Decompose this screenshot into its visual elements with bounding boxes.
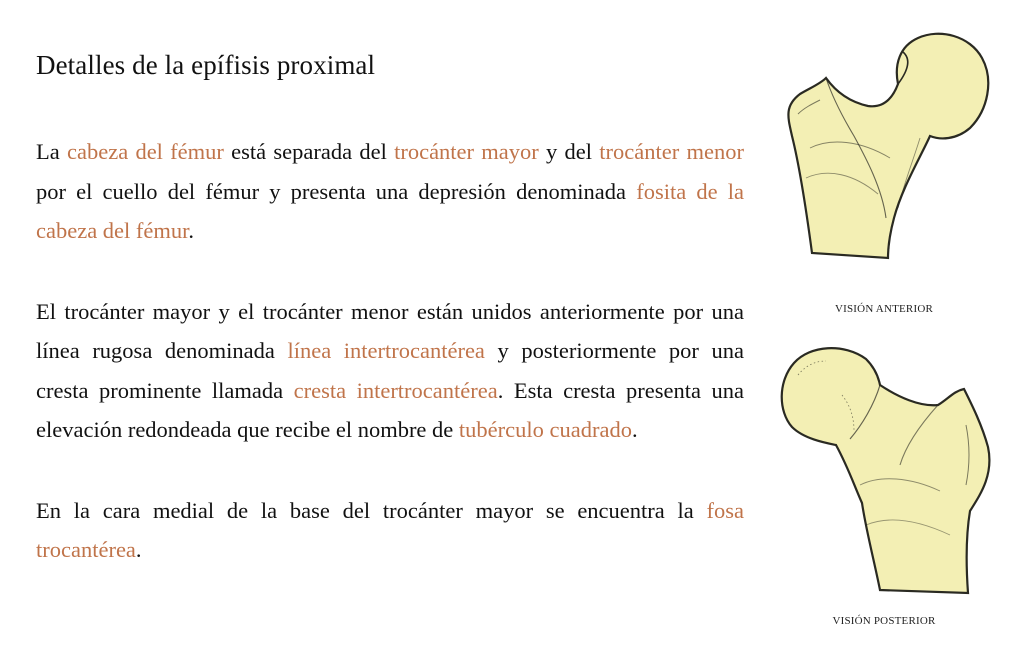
highlighted-term: trocánter menor [599,139,744,164]
caption-anterior: VISIÓN ANTERIOR [834,303,934,315]
highlighted-term: línea intertrocantérea [287,338,485,363]
caption-posterior: VISIÓN POSTERIOR [832,615,936,627]
highlighted-term: trocánter mayor [394,139,539,164]
paragraph-2: El trocánter mayor y el trocánter menor están unidos anteriormente por una línea rugosa denominada línea intertrocantérea y posteriormente por una cresta prominente llamada cresta intertrocantérea. Esta cresta presenta una elevación redondeada que recibe el nombre de tubérculo cuadrado. [36,298,744,442]
highlighted-term: tubérculo cuadrado [458,417,632,442]
body-text [36,132,744,611]
paragraph-3: En la cara medial de la base del trocánter mayor se encuentra la fosa trocantérea. [36,497,744,562]
femur-posterior-shape [782,348,990,593]
page-title: Detalles de la epífisis proximal [36,50,376,80]
highlighted-term: fosita de la cabeza del fémur [36,178,744,243]
femur-anterior-shape [788,34,988,258]
highlighted-term: fosa trocantérea [36,497,744,562]
femur-anterior-illustration [770,18,998,263]
highlighted-term: cabeza del fémur [67,139,224,164]
femur-posterior-illustration [770,335,998,600]
paragraph-1: La cabeza del fémur está separada del trocánter mayor y del trocánter menor por el cuello del fémur y presenta una depresión denominada fosita de la cabeza del fémur. [36,139,744,243]
highlighted-term: cresta intertrocantérea [293,377,498,403]
